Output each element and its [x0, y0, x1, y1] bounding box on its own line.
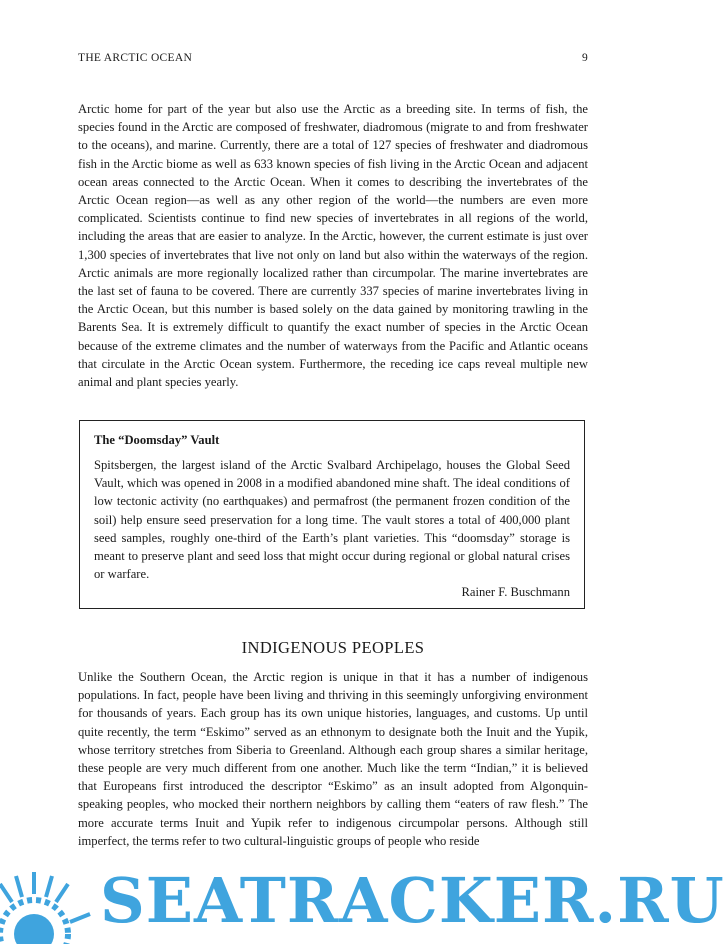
- section-heading: INDIGENOUS PEOPLES: [241, 638, 425, 657]
- watermark: [0, 862, 725, 944]
- sun-icon: [0, 864, 104, 944]
- section-paragraph: Unlike the Southern Ocean, the Arctic region is unique in that it has a number of indigenous populations. In fact, people have been living and thriving in this seemingly unforgiving environment for thousands of years. Each group has its own unique histories, languages, and customs. Up until quite recently, the term “Eskimo” served as an ethnonym to designate both the Inuit and the Yupik, whose territory stretches from Siberia to Greenland. Although each group shares a similar heritage, these people are very much different from one another. Much like the term “Indian,” it is believed that Europeans first introduced the descriptor “Eskimo” as an insult adopted from Algonquin-speaking peoples, who mocked their northern neighbors by calling them “eaters of raw flesh.” The more accurate terms Inuit and Yupik refer to indigenous circumpolar persons. Although still imperfect, the terms refer to two cultural-linguistic groups of people who reside: [78, 670, 588, 848]
- running-head: [78, 52, 588, 64]
- sidebar-box: [79, 420, 585, 609]
- sidebar-body: Spitsbergen, the largest island of the Arctic Svalbard Archipelago, houses the Global Seed Vault, which was opened in 2008 in a modified abandoned mine shaft. The ideal conditions of low tectonic activity (no earthquakes) and permafrost (the permanent frozen condition of the soil) help ensure seed preservation for a long time. The vault stores a total of 400,000 plant seed samples, roughly one-third of the Earth’s plant varieties. This “doomsday” storage is meant to preserve plant and seed loss that might occur during regional or global natural crises or warfare.: [94, 458, 570, 582]
- sidebar-credit: Rainer F. Buschmann: [461, 585, 570, 600]
- sidebar-title: The “Doomsday” Vault: [94, 433, 220, 447]
- watermark-text: SEATRACKER.RU: [100, 864, 725, 937]
- body-paragraph: Arctic home for part of the year but also use the Arctic as a breeding site. In terms of fish, the species found in the Arctic are composed of freshwater, diadromous (migrate to and from freshwater to the oceans), and marine. Currently, there are a total of 127 species of freshwater and diadromous fish in the Arctic biome as well as 633 known species of fish living in the Arctic Ocean and adjacent ocean areas connected to the Arctic Ocean. When it comes to describing the invertebrates of the Arctic Ocean region—as well as any other region of the world—the numbers are even more complicated. Scientists continue to find new species of invertebrates in all regions of the world, including the areas that are easier to analyze. In the Arctic, however, the current estimate is just over 1,300 species of invertebrates that live not only on land but also within the waterways of the region. Arctic animals are more regionally localized rather than circumpolar. The marine invertebrates are the last set of fauna to be covered. There are currently 337 species of marine invertebrates living in the Arctic Ocean, but this number is based solely on the data gained by monitoring trawling in the Barents Sea. It is extremely difficult to quantify the exact number of species in the Arctic Ocean because of the extreme climates and the number of waterways from the Pacific and Atlantic oceans that circulate in the Arctic Ocean system. Furthermore, the receding ice caps reveal multiple new animal and plant species yearly.: [78, 102, 588, 390]
- page-number: 9: [581, 52, 588, 64]
- running-head-title: THE ARCTIC OCEAN: [78, 52, 193, 64]
